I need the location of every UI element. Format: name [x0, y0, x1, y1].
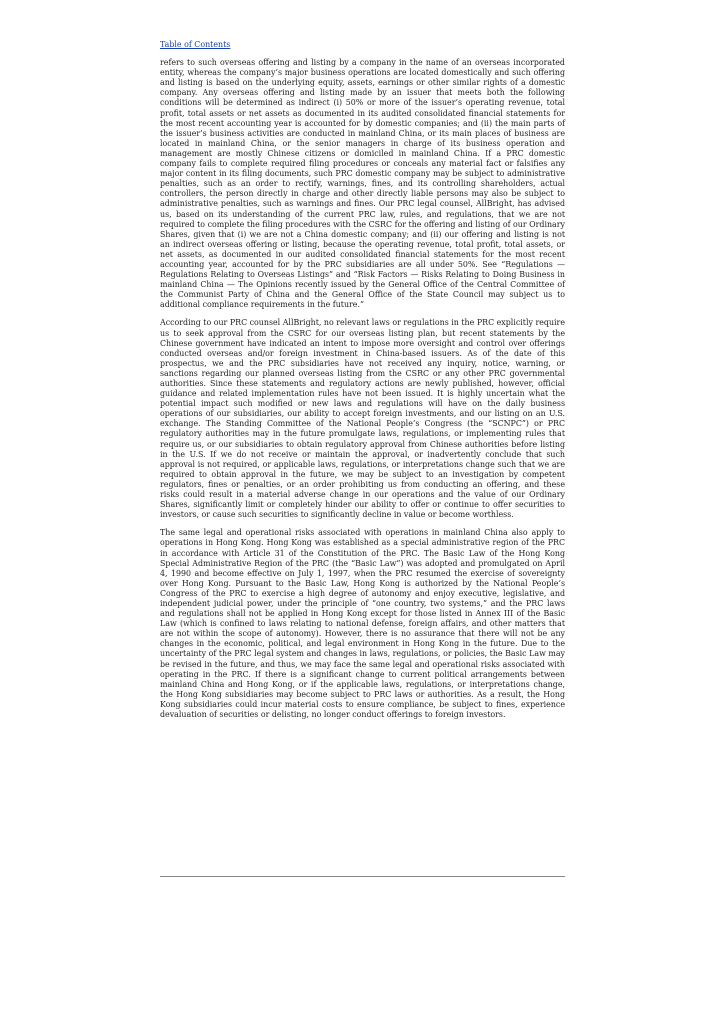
paragraph-csrc-approval: According to our PRC counsel AllBright, no relevant laws or regulations in the PRC explicitly require us to seek approval from the CSRC for our overseas listing plan, but recent statements by the Chinese government have indicated an intent to impose more oversight and control over offerings conducted overseas and/or foreign investment in China-based issuers. As of the date of this prospectus, we and the PRC subsidiaries have not received any inquiry, notice, warning, or sanctions regarding our planned overseas listing from the CSRC or any other PRC governmental authorities. Since these statements and regulatory actions are newly published, however, official guidance and related implementation rules have not been issued. It is highly uncertain what the potential impact such modified or new laws and regulations will have on the daily business operations of our subsidiaries, our ability to accept foreign investments, and our listing on an U.S. exchange. The Standing Committee of the National People’s Congress (the “SCNPC”) or PRC regulatory authorities may in the future promulgate laws, regulations, or implementing rules that require us, or our subsidiaries to obtain regulatory approval from Chinese authorities before listing in the U.S. If we do not receive or maintain the approval, or inadvertently conclude that such approval is not required, or applicable laws, regulations, or interpretations change such that we are required to obtain approval in the future, we may be subject to an investigation by competent regulators, fines or penalties, or an order prohibiting us from conducting an offering, and these risks could result in a material adverse change in our operations and the value of our Ordinary Shares, significantly limit or completely hinder our ability to offer or continue to offer securities to investors, or cause such securities to significantly decline in value or become worthless.: [160, 318, 565, 520]
document-page: [160, 40, 565, 728]
table-of-contents-link[interactable]: Table of Contents: [160, 40, 231, 49]
paragraph-filing-rules: refers to such overseas offering and listing by a company in the name of an overseas incorporated entity, whereas the company’s major business operations are located domestically and such offering and listing is based on the underlying equity, assets, earnings or other similar rights of a domestic company. Any overseas offering and listing made by an issuer that meets both the following conditions will be determined as indirect (i) 50% or more of the issuer’s operating revenue, total profit, total assets or net assets as documented in its audited consolidated financial statements for the most recent accounting year is accounted for by domestic companies; and (ii) the main parts of the issuer’s business activities are conducted in mainland China, or its main places of business are located in mainland China, or the senior managers in charge of its business operation and management are mostly Chinese citizens or domiciled in mainland China. If a PRC domestic company fails to complete required filing procedures or conceals any material fact or falsifies any major content in its filing documents, such PRC domestic company may be subject to administrative penalties, such as an order to rectify, warnings, fines, and its controlling shareholders, actual controllers, the person directly in charge and other directly liable persons may also be subject to administrative penalties, such as warnings and fines. Our PRC legal counsel, AllBright, has advised us, based on its understanding of the current PRC law, rules, and regulations, that we are not required to complete the filing procedures with the CSRC for the offering and listing of our Ordinary Shares, given that (i) we are not a China domestic company; and (ii) our offering and listing is not an indirect overseas offering or listing, because the operating revenue, total profit, total assets, or net assets, as documented in our audited consolidated financial statements for the most recent accounting year, accounted for by the PRC subsidiaries are all under 50%. See “Regulations — Regulations Relating to Overseas Listings” and “Risk Factors — Risks Relating to Doing Business in mainland China — The Opinions recently issued by the General Office of the Central Committee of the Communist Party of China and the General Office of the State Council may subject us to additional compliance requirements in the future.”: [160, 58, 565, 310]
footer-divider: [160, 876, 565, 877]
paragraph-hong-kong-risks: The same legal and operational risks associated with operations in mainland China also apply to operations in Hong Kong. Hong Kong was established as a special administrative region of the PRC in accordance with Article 31 of the Constitution of the PRC. The Basic Law of the Hong Kong Special Administrative Region of the PRC (the “Basic Law”) was adopted and promulgated on April 4, 1990 and become effective on July 1, 1997, when the PRC resumed the exercise of sovereignty over Hong Kong. Pursuant to the Basic Law, Hong Kong is authorized by the National People’s Congress of the PRC to exercise a high degree of autonomy and enjoy executive, legislative, and independent judicial power, under the principle of “one country, two systems,” and the PRC laws and regulations shall not be applied in Hong Kong except for those listed in Annex III of the Basic Law (which is confined to laws relating to national defense, foreign affairs, and other matters that are not within the scope of autonomy). However, there is no assurance that there will not be any changes in the economic, political, and legal environment in Hong Kong in the future. Due to the uncertainty of the PRC legal system and changes in laws, regulations, or policies, the Basic Law may be revised in the future, and thus, we may face the same legal and operational risks associated with operating in the PRC. If there is a significant change to current political arrangements between mainland China and Hong Kong, or if the applicable laws, regulations, or interpretations change, the Hong Kong subsidiaries may become subject to PRC laws or authorities. As a result, the Hong Kong subsidiaries could incur material costs to ensure compliance, be subject to fines, experience devaluation of securities or delisting, no longer conduct offerings to foreign investors.: [160, 528, 565, 719]
